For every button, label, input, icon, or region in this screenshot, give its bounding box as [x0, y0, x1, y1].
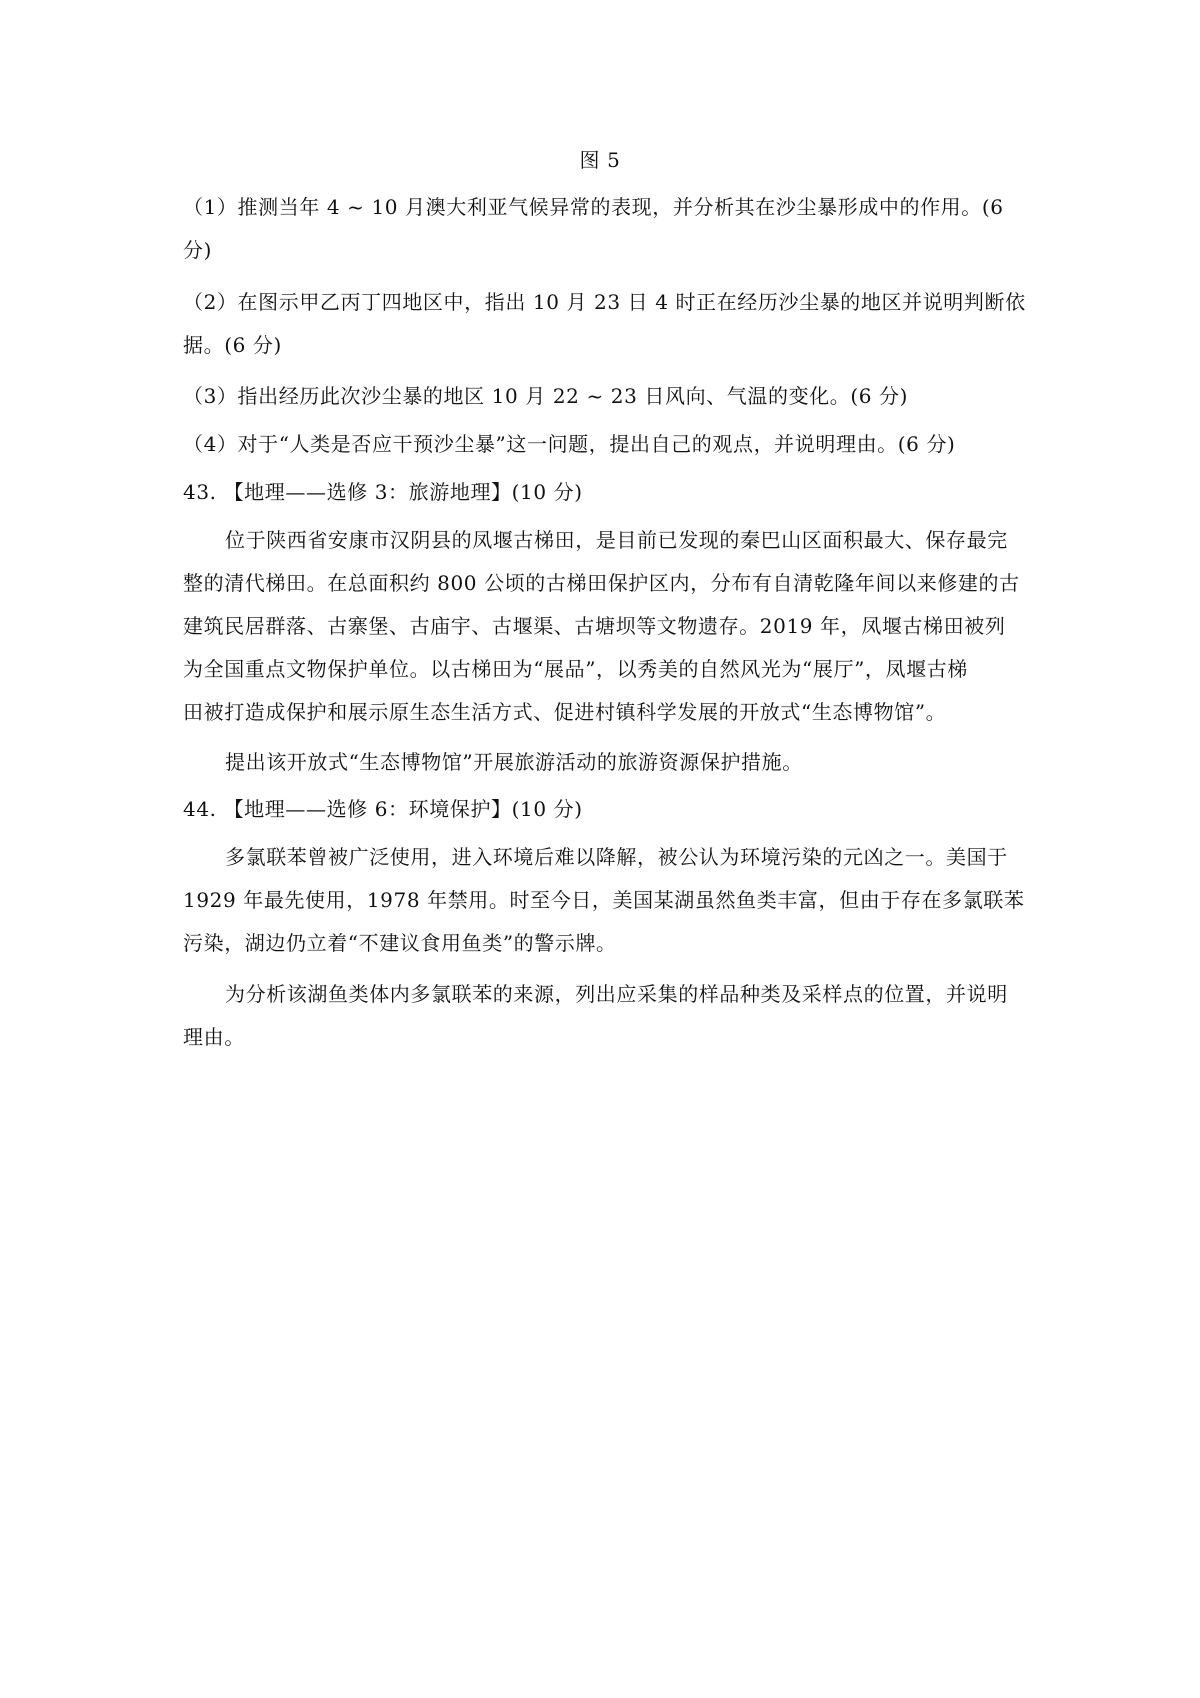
q44-task-line: 理由。 — [183, 1025, 245, 1049]
q44-task-line: 为分析该湖鱼类体内多氯联苯的来源，列出应采集的样品种类及采样点的位置，并说明 — [225, 982, 1008, 1006]
q42-sub1-line1: （1）推测当年 4 ~ 10 月澳大利亚气候异常的表现，并分析其在沙尘暴形成中的作用。(6 — [183, 195, 1004, 219]
q42-sub2-line1: （2）在图示甲乙丙丁四地区中，指出 10 月 23 日 4 时正在经历沙尘暴的地区并说明判断依 — [183, 290, 1026, 314]
q43-para-line: 位于陕西省安康市汉阴县的凤堰古梯田，是目前已发现的秦巴山区面积最大、保存最完 — [225, 528, 1008, 552]
q42-sub2-line2: 据。(6 分) — [183, 333, 282, 357]
q44-para-line: 1929 年最先使用，1978 年禁用。时至今日，美国某湖虽然鱼类丰富，但由于存在多氯联苯 — [183, 888, 1025, 912]
q43-para-line: 建筑民居群落、古寨堡、古庙宇、古堰渠、古塘坝等文物遗存。2019 年，凤堰古梯田被列 — [183, 614, 1006, 638]
q44-para-line: 污染，湖边仍立着“不建议食用鱼类”的警示牌。 — [183, 931, 617, 955]
figure-caption: 图 5 — [579, 148, 621, 172]
q44-heading: 44. 【地理——选修 6：环境保护】(10 分) — [183, 797, 583, 821]
q44-para-line: 多氯联苯曾被广泛使用，进入环境后难以降解，被公认为环境污染的元凶之一。美国于 — [225, 845, 1008, 869]
q43-para-line: 整的清代梯田。在总面积约 800 公顷的古梯田保护区内，分布有自清乾隆年间以来修建的古 — [183, 571, 1020, 595]
q43-heading: 43. 【地理——选修 3：旅游地理】(10 分) — [183, 480, 583, 504]
q42-sub4: （4）对于“人类是否应干预沙尘暴”这一问题，提出自己的观点，并说明理由。(6 分) — [183, 432, 956, 456]
q43-para-line: 为全国重点文物保护单位。以古梯田为“展品”，以秀美的自然风光为“展厅”，凤堰古梯 — [183, 657, 968, 681]
q43-para-line: 田被打造成保护和展示原生态生活方式、促进村镇科学发展的开放式“生态博物馆”。 — [183, 700, 947, 724]
q42-sub3: （3）指出经历此次沙尘暴的地区 10 月 22 ~ 23 日风向、气温的变化。(6 分) — [183, 384, 909, 408]
q43-task: 提出该开放式“生态博物馆”开展旅游活动的旅游资源保护措施。 — [225, 750, 803, 774]
q42-sub1-line2: 分) — [183, 238, 213, 262]
